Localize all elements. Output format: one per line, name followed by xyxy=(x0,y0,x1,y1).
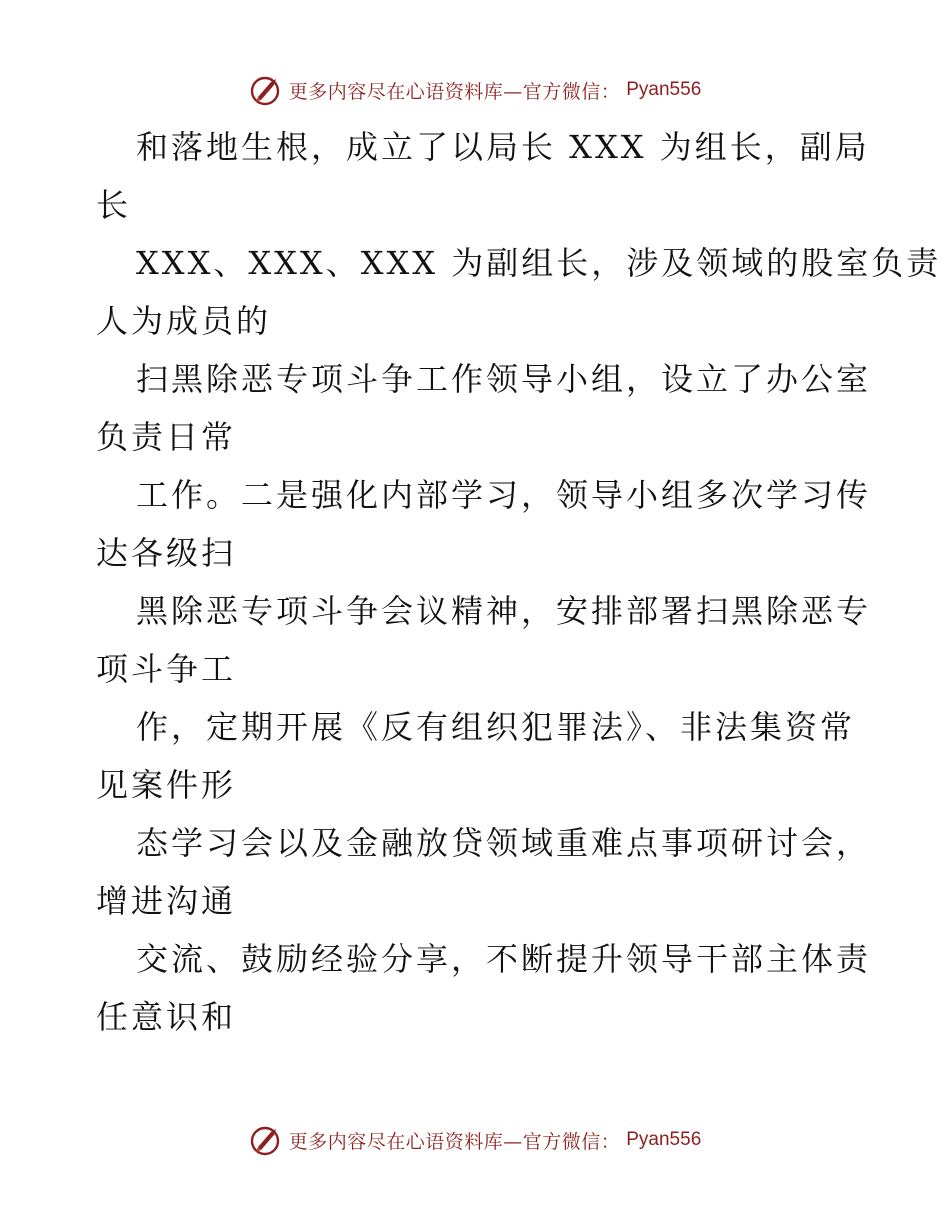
body-line: 达各级扫 xyxy=(96,534,237,572)
body-line: 人为成员的 xyxy=(96,302,272,340)
body-line: 负责日常 xyxy=(96,418,237,456)
body-line: 工作。二是强化内部学习，领导小组多次学习传 xyxy=(136,476,872,514)
body-line: 作，定期开展《反有组织犯罪法》、非法集资常 xyxy=(136,708,856,746)
body-line: 见案件形 xyxy=(96,766,237,804)
footer-banner-text: 更多内容尽在心语资料库—官方微信： xyxy=(288,1130,621,1153)
body-line: 增进沟通 xyxy=(96,882,237,920)
body-line: 交流、鼓励经验分享，不断提升领导干部主体责 xyxy=(136,940,872,978)
pen-nib-circle-icon xyxy=(249,1123,283,1157)
body-line: 项斗争工 xyxy=(96,650,237,688)
header-banner xyxy=(0,70,950,110)
body-line: 任意识和 xyxy=(96,998,237,1036)
header-banner-id: Pyan556 xyxy=(626,79,702,100)
body-line: 扫黑除恶专项斗争工作领导小组，设立了办公室 xyxy=(136,360,872,398)
header-banner-text: 更多内容尽在心语资料库—官方微信： xyxy=(288,80,621,103)
body-line: 态学习会以及金融放贷领域重难点事项研讨会， xyxy=(136,824,872,862)
body-line: 和落地生根，成立了以局长 XXX 为组长，副局 xyxy=(136,128,870,166)
document-body xyxy=(96,118,942,1046)
body-line: 黑除恶专项斗争会议精神，安排部署扫黑除恶专 xyxy=(136,592,872,630)
footer-banner xyxy=(0,1120,950,1160)
body-line: 长 xyxy=(96,186,132,224)
body-line: XXX、XXX、XXX 为副组长，涉及领域的股室负责 xyxy=(136,244,942,282)
pen-nib-circle-icon xyxy=(249,73,283,107)
footer-banner-id: Pyan556 xyxy=(626,1129,702,1150)
